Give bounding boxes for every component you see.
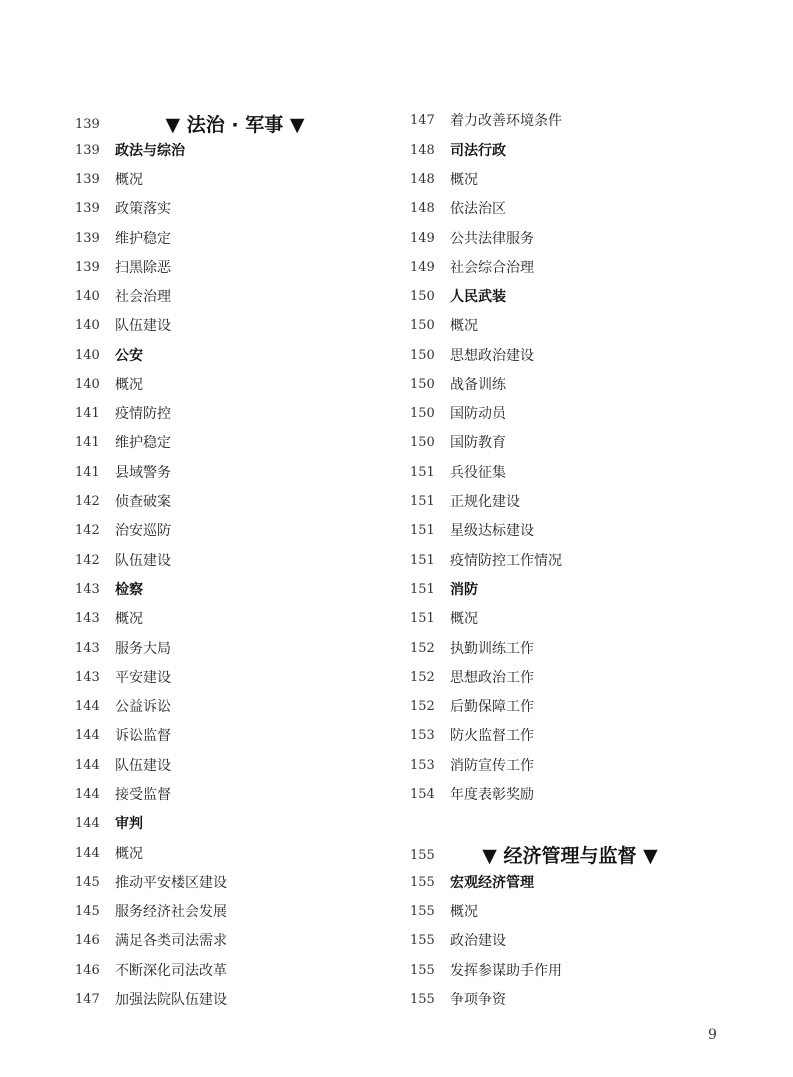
toc-entry (75, 989, 227, 1011)
toc-entry (75, 315, 171, 337)
toc-page-number: 155 (410, 875, 435, 890)
toc-entry (75, 169, 143, 191)
toc-page-number: 150 (410, 318, 435, 333)
toc-page-number: 141 (75, 406, 100, 421)
toc-page-number: 141 (75, 435, 100, 450)
toc-entry (75, 374, 143, 396)
toc-page-number: 148 (410, 201, 435, 216)
toc-page-number: 144 (75, 787, 100, 802)
toc-page-number: 153 (410, 728, 435, 743)
toc-title: 加强法院队伍建设 (115, 992, 227, 1008)
toc-page-number: 152 (410, 641, 435, 656)
toc-entry (75, 901, 227, 923)
toc-title: 扫黑除恶 (115, 260, 171, 276)
toc-title: 接受监督 (115, 787, 171, 803)
toc-title: 争项争资 (450, 992, 506, 1008)
toc-title: 检察 (115, 582, 143, 598)
toc-entry (410, 608, 478, 630)
toc-entry (410, 930, 506, 952)
toc-entry (75, 696, 171, 718)
toc-category (75, 813, 143, 835)
toc-entry (75, 228, 171, 250)
toc-page-number: 152 (410, 699, 435, 714)
toc-category (410, 579, 478, 601)
toc-page-number: 139 (75, 260, 100, 275)
toc-entry (410, 725, 534, 747)
toc-entry (410, 198, 506, 220)
toc-entry (75, 784, 171, 806)
toc-page-number: 155 (410, 963, 435, 978)
toc-page-number: 155 (410, 933, 435, 948)
toc-title: 社会治理 (115, 289, 171, 305)
toc-entry (410, 374, 506, 396)
toc-page-number: 153 (410, 758, 435, 773)
toc-entry (75, 520, 171, 542)
toc-title: 概况 (115, 172, 143, 188)
toc-title: 宏观经济管理 (450, 875, 534, 891)
toc-title: 人民武装 (450, 289, 506, 305)
toc-entry (75, 462, 171, 484)
toc-page-number: 148 (410, 172, 435, 187)
toc-page-number: 143 (75, 670, 100, 685)
section-title: ▼ 经济管理与监督 ▼ (482, 845, 658, 867)
toc-page-number: 151 (410, 465, 435, 480)
toc-page-number: 139 (75, 117, 100, 132)
toc-section-heading (410, 842, 690, 870)
toc-title: 推动平安楼区建设 (115, 875, 227, 891)
toc-page-number: 139 (75, 231, 100, 246)
toc-title: 侦查破案 (115, 494, 171, 510)
toc-page-number: 142 (75, 494, 100, 509)
toc-entry (410, 520, 534, 542)
toc-title: 星级达标建设 (450, 523, 534, 539)
toc-title: 服务大局 (115, 641, 171, 657)
toc-title: 概况 (450, 904, 478, 920)
toc-page-number: 149 (410, 231, 435, 246)
toc-category (410, 872, 534, 894)
toc-page-number: 145 (75, 904, 100, 919)
toc-category (410, 286, 506, 308)
toc-page-number: 143 (75, 611, 100, 626)
toc-title: 着力改善环境条件 (450, 113, 562, 129)
toc-title: 后勤保障工作 (450, 699, 534, 715)
toc-page-number: 155 (410, 904, 435, 919)
toc-page-number: 150 (410, 377, 435, 392)
toc-page-number: 139 (75, 172, 100, 187)
toc-entry (75, 550, 171, 572)
toc-title: 公共法律服务 (450, 231, 534, 247)
toc-page-number: 154 (410, 787, 435, 802)
toc-entry (75, 403, 171, 425)
toc-entry (410, 257, 534, 279)
toc-title: 不断深化司法改革 (115, 963, 227, 979)
toc-page-number: 144 (75, 699, 100, 714)
toc-page-number: 140 (75, 348, 100, 363)
toc-title: 疫情防控工作情况 (450, 553, 562, 569)
toc-page-number: 144 (75, 846, 100, 861)
toc-page-number: 150 (410, 348, 435, 363)
toc-title: 审判 (115, 816, 143, 832)
toc-page-number: 151 (410, 523, 435, 538)
toc-title: 队伍建设 (115, 318, 171, 334)
toc-entry (410, 315, 478, 337)
toc-title: 思想政治工作 (450, 670, 534, 686)
toc-title: 政法与综治 (115, 143, 185, 159)
toc-page-number: 151 (410, 582, 435, 597)
toc-title: 概况 (115, 611, 143, 627)
toc-page-number: 151 (410, 611, 435, 626)
toc-page-number: 140 (75, 377, 100, 392)
toc-page-number: 155 (410, 848, 435, 863)
toc-title: 公益诉讼 (115, 699, 171, 715)
toc-page-number: 146 (75, 963, 100, 978)
toc-title: 执勤训练工作 (450, 641, 534, 657)
toc-page-number: 155 (410, 992, 435, 1007)
toc-entry (410, 550, 562, 572)
toc-entry (75, 257, 171, 279)
toc-title: 消防宣传工作 (450, 758, 534, 774)
toc-title: 思想政治建设 (450, 348, 534, 364)
toc-entry (410, 228, 534, 250)
toc-entry (410, 960, 562, 982)
toc-page-number: 145 (75, 875, 100, 890)
toc-title: 服务经济社会发展 (115, 904, 227, 920)
toc-entry (75, 491, 171, 513)
toc-entry (75, 725, 171, 747)
toc-title: 满足各类司法需求 (115, 933, 227, 949)
toc-title: 司法行政 (450, 143, 506, 159)
toc-page-number: 139 (75, 201, 100, 216)
toc-section-heading (75, 111, 355, 139)
toc-entry (410, 989, 506, 1011)
toc-title: 县域警务 (115, 465, 171, 481)
toc-entry (75, 755, 171, 777)
page-number: 9 (708, 1027, 717, 1043)
toc-title: 依法治区 (450, 201, 506, 217)
toc-title: 政治建设 (450, 933, 506, 949)
toc-page-number: 147 (410, 113, 435, 128)
section-title: ▼ 法治 · 军事 ▼ (165, 114, 305, 136)
toc-page-number: 141 (75, 465, 100, 480)
toc-page-number: 151 (410, 553, 435, 568)
toc-page-number: 150 (410, 406, 435, 421)
toc-page-number: 143 (75, 641, 100, 656)
toc-page-number: 144 (75, 816, 100, 831)
toc-entry (75, 872, 227, 894)
toc-title: 政策落实 (115, 201, 171, 217)
toc-title: 概况 (450, 611, 478, 627)
toc-category (75, 345, 143, 367)
toc-title: 国防动员 (450, 406, 506, 422)
toc-entry (410, 696, 534, 718)
toc-entry (410, 110, 562, 132)
toc-entry (75, 608, 143, 630)
toc-title: 队伍建设 (115, 553, 171, 569)
toc-title: 兵役征集 (450, 465, 506, 481)
toc-title: 平安建设 (115, 670, 171, 686)
toc-entry (75, 286, 171, 308)
toc-page-number: 142 (75, 553, 100, 568)
toc-title: 疫情防控 (115, 406, 171, 422)
toc-page-number: 147 (75, 992, 100, 1007)
toc-title: 概况 (450, 318, 478, 334)
toc-category (410, 140, 506, 162)
toc-title: 消防 (450, 582, 478, 598)
toc-entry (410, 345, 534, 367)
toc-entry (75, 960, 227, 982)
toc-entry (410, 667, 534, 689)
toc-title: 概况 (115, 846, 143, 862)
toc-page-number: 143 (75, 582, 100, 597)
toc-title: 诉讼监督 (115, 728, 171, 744)
toc-page-number: 152 (410, 670, 435, 685)
toc-entry (410, 491, 520, 513)
toc-entry (75, 432, 171, 454)
toc-page-number: 142 (75, 523, 100, 538)
toc-page-number: 140 (75, 289, 100, 304)
toc-entry (410, 755, 534, 777)
toc-page-number: 148 (410, 143, 435, 158)
toc-page-number: 140 (75, 318, 100, 333)
toc-title: 防火监督工作 (450, 728, 534, 744)
toc-title: 概况 (450, 172, 478, 188)
toc-title: 发挥参谋助手作用 (450, 963, 562, 979)
toc-category (75, 579, 143, 601)
toc-title: 维护稳定 (115, 231, 171, 247)
toc-title: 治安巡防 (115, 523, 171, 539)
toc-entry (410, 432, 506, 454)
toc-entry (410, 462, 506, 484)
toc-entry (75, 198, 171, 220)
toc-page-number: 146 (75, 933, 100, 948)
toc-entry (410, 403, 506, 425)
toc-entry (410, 169, 478, 191)
toc-page-number: 151 (410, 494, 435, 509)
toc-title: 维护稳定 (115, 435, 171, 451)
toc-page-number: 150 (410, 435, 435, 450)
toc-entry (410, 638, 534, 660)
toc-page-number: 144 (75, 758, 100, 773)
toc-entry (410, 784, 534, 806)
toc-page-number: 139 (75, 143, 100, 158)
toc-entry (75, 667, 171, 689)
toc-page-number: 150 (410, 289, 435, 304)
toc-category (75, 140, 185, 162)
toc-title: 战备训练 (450, 377, 506, 393)
toc-title: 概况 (115, 377, 143, 393)
toc-title: 正规化建设 (450, 494, 520, 510)
toc-entry (410, 901, 478, 923)
toc-entry (75, 930, 227, 952)
toc-page-number: 149 (410, 260, 435, 275)
toc-entry (75, 843, 143, 865)
toc-title: 队伍建设 (115, 758, 171, 774)
toc-entry (75, 638, 171, 660)
toc-page-number: 144 (75, 728, 100, 743)
toc-title: 年度表彰奖励 (450, 787, 534, 803)
toc-title: 公安 (115, 348, 143, 364)
toc-title: 国防教育 (450, 435, 506, 451)
toc-title: 社会综合治理 (450, 260, 534, 276)
